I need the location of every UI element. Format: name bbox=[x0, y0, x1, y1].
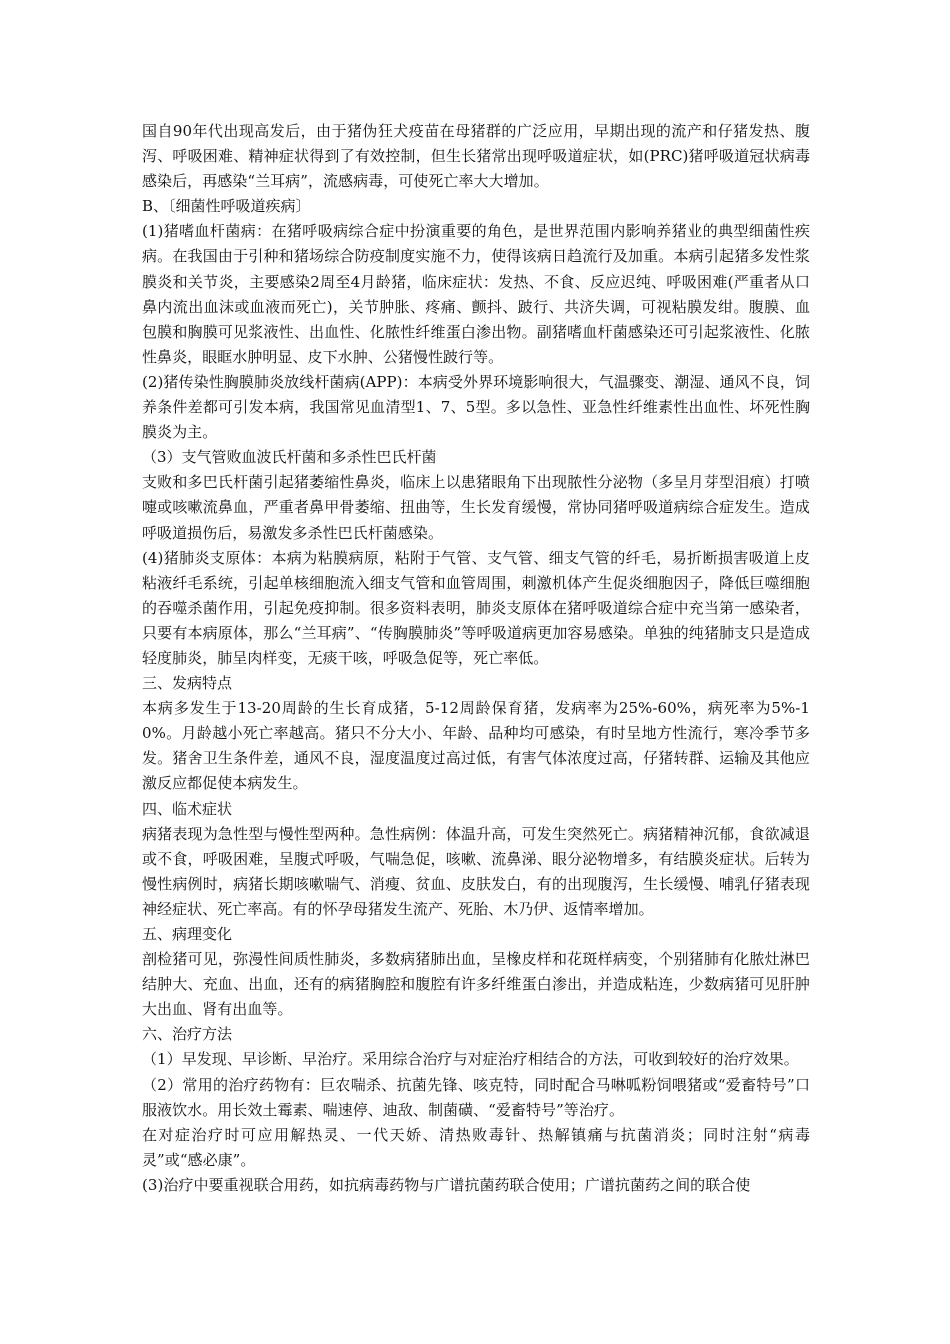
paragraph-pathology: 剖检猪可见，弥漫性间质性肺炎，多数病猪肺出血，呈橡皮样和花斑样病变，个别猪肺有化脓灶淋巴结肿大、充血、出血，还有的病猪胸腔和腹腔有许多纤维蛋白渗出，并造成粘连，少数病猪可见肝肿大出血、肾有出血等。 bbox=[142, 950, 810, 1019]
paragraph-prrs-intro: 国自90年代出现高发后，由于猪伪狂犬疫苗在母猪群的广泛应用，早期出现的流产和仔猪发热、腹泻、呼吸困难、精神症状得到了有效控制，但生长猪常出现呼吸道症状，如(PRC)猪呼吸道冠状病毒感染后，再感染“兰耳病”，流感病毒，可使死亡率大大增加。 bbox=[142, 122, 810, 191]
paragraph-treatment-2: （2）常用的治疗药物有：巨农喘杀、抗菌先锋、咳克特，同时配合马啉呱粉饲喂猪或“爱畜特号”口服液饮水。用长效土霉素、喘速停、迪敌、制菌磺、“爱畜特号”等治疗。 bbox=[142, 1075, 810, 1119]
paragraph-haemophilus: (1)猪嗜血杆菌病：在猪呼吸病综合症中扮演重要的角色，是世界范围内影响养猪业的典型细菌性疾病。在我国由于引种和猪场综合防疫制度实施不力，使得该病日趋流行及加重。本病引起猪多发性浆膜炎和关节炎，主要感染2周至4月龄猪，临床症状：发热、不食、反应迟纯、呼吸困难(严重者从口鼻内流出血沫或血液而死亡)，关节肿胀、疼痛、颤抖、跛行、共济失调，可视粘膜发绀。腹膜、血包膜和胸膜可见浆液性、出血性、化脓性纤维蛋白渗出物。副猪嗜血杆菌感染还可引起浆液性、化脓性鼻炎，眼眶水肿明显、皮下水肿、公猪慢性跛行等。 bbox=[142, 222, 810, 366]
document-page bbox=[142, 119, 810, 1198]
heading-treatment: 六、治疗方法 bbox=[142, 1025, 233, 1044]
paragraph-treatment-3: (3)治疗中要重视联合用药，如抗病毒药物与广谱抗菌药联合使用；广谱抗菌药之间的联合使 bbox=[142, 1175, 751, 1194]
heading-clinical-signs: 四、临术症状 bbox=[142, 799, 233, 818]
heading-bordetella-pasteurella: （3）支气管败血波氏杆菌和多杀性巴氏杆菌 bbox=[142, 448, 437, 467]
heading-pathology: 五、病理变化 bbox=[142, 925, 233, 943]
paragraph-app: (2)猪传染性胸膜肺炎放线杆菌病(APP)：本病受外界环境影响很大，气温骤变、潮湿、通风不良，饲养条件差都可引发本病，我国常见血清型1、7、5型。多以急性、亚急性纤维素性出血性、坏死性胸膜炎为主。 bbox=[142, 372, 810, 442]
paragraph-epidemiology: 本病多发生于13-20周龄的生长育成猪，5-12周龄保育猪，发病率为25%-60%，病死率为5%-10%。月龄越小死亡率越高。猪只不分大小、年龄、品种均可感染，有时呈地方性流行，寒冷季节多发。猪舍卫生条件差，通风不良，湿度温度过高过低，有害气体浓度过高，仔猪转群、运输及其他应激反应都促使本病发生。 bbox=[142, 699, 810, 793]
heading-bacterial-respiratory: B、〔细菌性呼吸道疾病〕 bbox=[142, 197, 311, 216]
paragraph-treatment-1: （1）早发现、早诊断、早治疗。采用综合治疗与对症治疗相结合的方法，可收到较好的治疗效果。 bbox=[142, 1050, 799, 1069]
paragraph-symptomatic-treatment: 在对症治疗时可应用解热灵、一代天娇、清热败毒针、热解镇痛与抗菌消炎；同时注射“病毒灵”或“感必康”。 bbox=[142, 1125, 810, 1169]
paragraph-atrophic-rhinitis: 支败和多巴氏杆菌引起猪萎缩性鼻炎，临床上以患猪眼角下出现脓性分泌物（多呈月芽型泪痕）打喷嚏或咳嗽流鼻血，严重者鼻甲骨萎缩、扭曲等，生长发育缓慢，常协同猪呼吸道病综合症发生。造成呼吸道损伤后，易激发多杀性巴氏杆菌感染。 bbox=[142, 473, 810, 542]
paragraph-mycoplasma: (4)猪肺炎支原体：本病为粘膜病原，粘附于气管、支气管、细支气管的纤毛，易折断损害吸道上皮粘液纤毛系统，引起单核细胞流入细支气管和血管周围，刺激机体产生促炎细胞因子，降低巨噬细胞的吞噬杀菌作用，引起免疫抑制。很多资料表明，肺炎支原体在猪呼吸道综合症中充当第一感染者，只要有本病原体，那么“兰耳病”、“传胸膜肺炎”等呼吸道病更加容易感染。单独的纯猪肺支只是造成轻度肺炎，肺呈肉样变，无痰干咳，呼吸急促等，死亡率低。 bbox=[142, 548, 810, 667]
heading-epidemiology: 三、发病特点 bbox=[142, 674, 233, 693]
paragraph-clinical-signs: 病猪表现为急性型与慢性型两种。急性病例：体温升高，可发生突然死亡。病猪精神沉郁，食欲减退或不食，呼吸困难，呈腹式呼吸，气喘急促，咳嗽、流鼻涕、眼分泌物增多，有结膜炎症状。后转为慢性病例时，病猪长期咳嗽喘气、消瘦、贫血、皮肤发白，有的出现腹泻，生长缓慢、哺乳仔猪表现神经症状、死亡率高。有的怀孕母猪发生流产、死胎、木乃伊、返情率增加。 bbox=[142, 824, 810, 918]
